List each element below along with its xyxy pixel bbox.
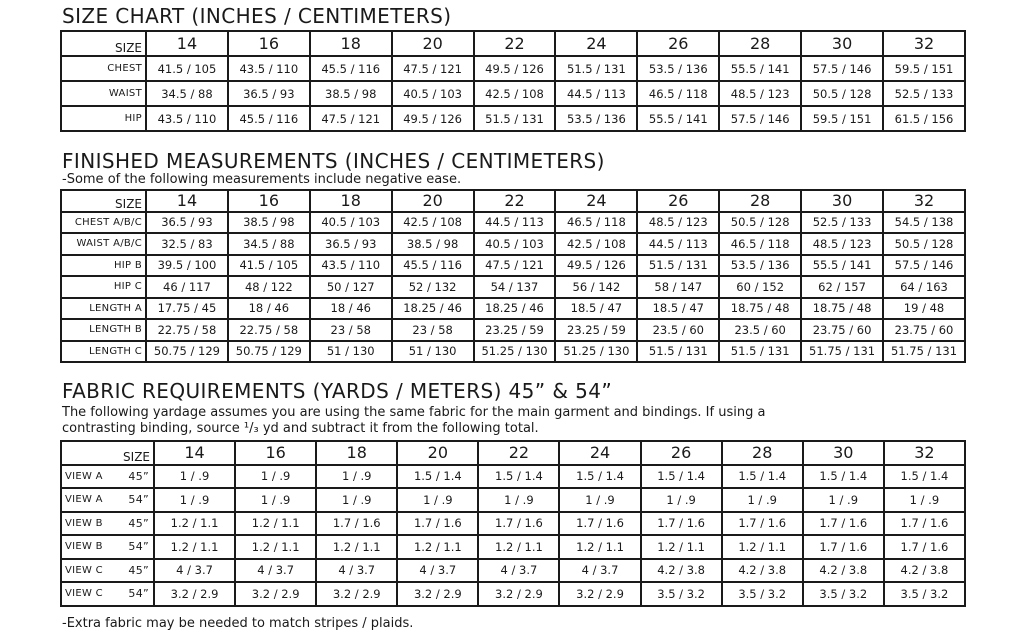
row-label: CHEST A/B/C — [61, 212, 146, 234]
finished-measurements-title: FINISHED MEASUREMENTS (INCHES / CENTIMETERS) — [62, 149, 605, 173]
table-cell: 50.5 / 128 — [719, 212, 801, 234]
view-label: VIEW C — [65, 588, 103, 600]
table-cell: 1.7 / 1.6 — [884, 512, 965, 536]
table-cell: 18.75 / 48 — [719, 298, 801, 320]
fabric-width-label: 45” — [128, 516, 149, 530]
table-cell: 51.5 / 131 — [637, 255, 719, 277]
size-header-cell: 30 — [801, 190, 883, 212]
table-cell: 1 / .9 — [154, 488, 235, 512]
table-cell: 4 / 3.7 — [235, 559, 316, 583]
table-cell: 59.5 / 151 — [883, 56, 965, 81]
size-header-cell: 24 — [559, 441, 640, 465]
table-cell: 59.5 / 151 — [801, 106, 883, 131]
table-cell: 1.5 / 1.4 — [641, 465, 722, 489]
table-cell: 1.7 / 1.6 — [803, 512, 884, 536]
size-header-cell: 22 — [474, 190, 556, 212]
table-cell: 55.5 / 141 — [637, 106, 719, 131]
view-label: VIEW B — [65, 541, 103, 553]
table-cell: 43.5 / 110 — [146, 106, 228, 131]
size-header-cell: 32 — [884, 441, 965, 465]
size-header-cell: 14 — [146, 190, 228, 212]
table-row — [61, 276, 965, 298]
table-cell: 64 / 163 — [883, 276, 965, 298]
table-row — [61, 255, 965, 277]
table-row — [61, 559, 965, 583]
fabric-width-label: 54” — [128, 587, 149, 601]
table-cell: 36.5 / 93 — [146, 212, 228, 234]
table-cell: 42.5 / 108 — [555, 233, 637, 255]
size-header-cell: 14 — [146, 31, 228, 56]
table-cell: 48.5 / 123 — [719, 81, 801, 106]
table-cell: 1.7 / 1.6 — [803, 535, 884, 559]
size-header-cell: 16 — [228, 31, 310, 56]
size-chart-title: SIZE CHART (INCHES / CENTIMETERS) — [62, 4, 452, 28]
table-cell: 3.5 / 3.2 — [884, 582, 965, 606]
table-cell: 55.5 / 141 — [719, 56, 801, 81]
size-header-cell: 28 — [719, 190, 801, 212]
table-cell: 23.25 / 59 — [474, 319, 556, 341]
table-cell: 53.5 / 136 — [719, 255, 801, 277]
row-label — [61, 559, 154, 583]
table-cell: 50.5 / 128 — [801, 81, 883, 106]
table-cell: 1.7 / 1.6 — [397, 512, 478, 536]
size-header-cell: 20 — [397, 441, 478, 465]
table-cell: 39.5 / 100 — [146, 255, 228, 277]
table-cell: 51.75 / 131 — [883, 341, 965, 363]
table-cell: 45.5 / 116 — [310, 56, 392, 81]
table-cell: 1.7 / 1.6 — [722, 512, 803, 536]
table-cell: 1 / .9 — [884, 488, 965, 512]
table-cell: 43.5 / 110 — [310, 255, 392, 277]
table-cell: 18.5 / 47 — [637, 298, 719, 320]
size-header-cell: 28 — [722, 441, 803, 465]
table-row — [61, 341, 965, 363]
row-label: WAIST — [61, 81, 146, 106]
table-cell: 22.75 / 58 — [146, 319, 228, 341]
table-cell: 1.2 / 1.1 — [397, 535, 478, 559]
view-label: VIEW C — [65, 564, 103, 576]
table-cell: 1.7 / 1.6 — [641, 512, 722, 536]
table-cell: 1.5 / 1.4 — [478, 465, 559, 489]
table-cell: 32.5 / 83 — [146, 233, 228, 255]
table-cell: 1 / .9 — [316, 488, 397, 512]
table-cell: 57.5 / 146 — [883, 255, 965, 277]
size-header-cell: 26 — [637, 31, 719, 56]
table-cell: 3.5 / 3.2 — [641, 582, 722, 606]
table-cell: 19 / 48 — [883, 298, 965, 320]
header-row — [61, 190, 965, 212]
table-cell: 41.5 / 105 — [146, 56, 228, 81]
table-row — [61, 56, 965, 81]
table-cell: 1.2 / 1.1 — [478, 535, 559, 559]
table-cell: 51.25 / 130 — [474, 341, 556, 363]
table-cell: 23.75 / 60 — [801, 319, 883, 341]
size-header-cell: 18 — [310, 190, 392, 212]
table-cell: 23.5 / 60 — [637, 319, 719, 341]
size-header-cell: 24 — [555, 190, 637, 212]
table-cell: 1.5 / 1.4 — [803, 465, 884, 489]
table-cell: 36.5 / 93 — [310, 233, 392, 255]
size-header-cell: 20 — [392, 190, 474, 212]
table-cell: 1.5 / 1.4 — [722, 465, 803, 489]
table-cell: 1 / .9 — [478, 488, 559, 512]
row-label: HIP C — [61, 276, 146, 298]
table-cell: 40.5 / 103 — [310, 212, 392, 234]
table-cell: 36.5 / 93 — [228, 81, 310, 106]
size-header-label: SIZE — [61, 441, 154, 465]
table-row — [61, 535, 965, 559]
row-label — [61, 512, 154, 536]
table-cell: 50.75 / 129 — [146, 341, 228, 363]
row-label: HIP B — [61, 255, 146, 277]
table-cell: 1.7 / 1.6 — [884, 535, 965, 559]
row-label — [61, 582, 154, 606]
table-cell: 51.5 / 131 — [719, 341, 801, 363]
table-cell: 57.5 / 146 — [801, 56, 883, 81]
table-cell: 1.5 / 1.4 — [397, 465, 478, 489]
table-cell: 3.5 / 3.2 — [722, 582, 803, 606]
table-cell: 49.5 / 126 — [555, 255, 637, 277]
size-header-cell: 18 — [310, 31, 392, 56]
table-cell: 56 / 142 — [555, 276, 637, 298]
table-cell: 49.5 / 126 — [474, 56, 556, 81]
fabric-requirements-note-line1: The following yardage assumes you are using the same fabric for the main garment and bindings. If using a — [62, 405, 766, 420]
table-cell: 48.5 / 123 — [637, 212, 719, 234]
table-cell: 18.5 / 47 — [555, 298, 637, 320]
table-cell: 3.2 / 2.9 — [559, 582, 640, 606]
row-label: WAIST A/B/C — [61, 233, 146, 255]
table-cell: 3.2 / 2.9 — [478, 582, 559, 606]
table-cell: 51.25 / 130 — [555, 341, 637, 363]
fabric-width-label: 45” — [128, 563, 149, 577]
table-cell: 44.5 / 113 — [637, 233, 719, 255]
table-cell: 42.5 / 108 — [474, 81, 556, 106]
fabric-requirements-note-line2: contrasting binding, source ¹/₃ yd and subtract it from the following total. — [62, 421, 539, 436]
table-cell: 23.75 / 60 — [883, 319, 965, 341]
table-cell: 54.5 / 138 — [883, 212, 965, 234]
table-cell: 1 / .9 — [235, 465, 316, 489]
table-cell: 55.5 / 141 — [801, 255, 883, 277]
table-cell: 1.2 / 1.1 — [235, 535, 316, 559]
fabric-width-label: 54” — [128, 493, 149, 507]
table-cell: 50.75 / 129 — [228, 341, 310, 363]
size-chart-table — [60, 30, 966, 132]
table-cell: 49.5 / 126 — [392, 106, 474, 131]
table-cell: 1 / .9 — [559, 488, 640, 512]
table-cell: 38.5 / 98 — [310, 81, 392, 106]
table-cell: 1.2 / 1.1 — [559, 535, 640, 559]
table-cell: 58 / 147 — [637, 276, 719, 298]
table-cell: 4 / 3.7 — [397, 559, 478, 583]
table-cell: 45.5 / 116 — [392, 255, 474, 277]
fabric-requirements-title: FABRIC REQUIREMENTS (YARDS / METERS) 45” & 54” — [62, 379, 613, 403]
table-cell: 1 / .9 — [722, 488, 803, 512]
table-cell: 51 / 130 — [392, 341, 474, 363]
table-cell: 47.5 / 121 — [392, 56, 474, 81]
table-cell: 38.5 / 98 — [392, 233, 474, 255]
table-cell: 1 / .9 — [154, 465, 235, 489]
table-cell: 4.2 / 3.8 — [803, 559, 884, 583]
table-cell: 4 / 3.7 — [478, 559, 559, 583]
table-cell: 46 / 117 — [146, 276, 228, 298]
table-cell: 23.5 / 60 — [719, 319, 801, 341]
table-cell: 1.2 / 1.1 — [316, 535, 397, 559]
size-header-cell: 30 — [803, 441, 884, 465]
table-cell: 1 / .9 — [641, 488, 722, 512]
table-row — [61, 106, 965, 131]
table-cell: 22.75 / 58 — [228, 319, 310, 341]
table-cell: 53.5 / 136 — [637, 56, 719, 81]
row-label: LENGTH A — [61, 298, 146, 320]
size-header-cell: 22 — [474, 31, 556, 56]
table-cell: 23 / 58 — [392, 319, 474, 341]
table-cell: 51.5 / 131 — [555, 56, 637, 81]
table-cell: 52.5 / 133 — [883, 81, 965, 106]
size-header-cell: 20 — [392, 31, 474, 56]
table-cell: 1.2 / 1.1 — [641, 535, 722, 559]
size-header-label: SIZE — [61, 190, 146, 212]
finished-measurements-table — [60, 189, 966, 363]
table-cell: 4 / 3.7 — [316, 559, 397, 583]
size-header-cell: 24 — [555, 31, 637, 56]
table-cell: 17.75 / 45 — [146, 298, 228, 320]
size-header-cell: 18 — [316, 441, 397, 465]
table-row — [61, 233, 965, 255]
table-cell: 34.5 / 88 — [146, 81, 228, 106]
view-label: VIEW A — [65, 470, 103, 482]
size-header-cell: 28 — [719, 31, 801, 56]
fabric-width-label: 54” — [128, 540, 149, 554]
row-label: CHEST — [61, 56, 146, 81]
table-row — [61, 212, 965, 234]
table-cell: 3.2 / 2.9 — [154, 582, 235, 606]
table-cell: 3.2 / 2.9 — [316, 582, 397, 606]
table-row — [61, 81, 965, 106]
table-cell: 40.5 / 103 — [392, 81, 474, 106]
fabric-width-label: 45” — [128, 469, 149, 483]
table-cell: 1 / .9 — [397, 488, 478, 512]
table-cell: 62 / 157 — [801, 276, 883, 298]
table-cell: 1.7 / 1.6 — [316, 512, 397, 536]
row-label: LENGTH B — [61, 319, 146, 341]
table-cell: 42.5 / 108 — [392, 212, 474, 234]
table-cell: 40.5 / 103 — [474, 233, 556, 255]
size-header-cell: 22 — [478, 441, 559, 465]
table-cell: 57.5 / 146 — [719, 106, 801, 131]
table-row — [61, 488, 965, 512]
finished-measurements-note: -Some of the following measurements include negative ease. — [62, 172, 462, 187]
table-cell: 3.2 / 2.9 — [397, 582, 478, 606]
table-cell: 1 / .9 — [316, 465, 397, 489]
table-cell: 4 / 3.7 — [154, 559, 235, 583]
table-cell: 18.25 / 46 — [392, 298, 474, 320]
row-label — [61, 488, 154, 512]
table-cell: 1.2 / 1.1 — [154, 512, 235, 536]
view-label: VIEW B — [65, 517, 103, 529]
table-cell: 4.2 / 3.8 — [641, 559, 722, 583]
table-cell: 18 / 46 — [310, 298, 392, 320]
table-cell: 43.5 / 110 — [228, 56, 310, 81]
table-cell: 3.5 / 3.2 — [803, 582, 884, 606]
table-cell: 47.5 / 121 — [310, 106, 392, 131]
table-cell: 50 / 127 — [310, 276, 392, 298]
table-cell: 1 / .9 — [803, 488, 884, 512]
table-cell: 50.5 / 128 — [883, 233, 965, 255]
header-row — [61, 441, 965, 465]
table-cell: 1.7 / 1.6 — [478, 512, 559, 536]
table-cell: 4.2 / 3.8 — [722, 559, 803, 583]
table-cell: 34.5 / 88 — [228, 233, 310, 255]
table-cell: 1.5 / 1.4 — [884, 465, 965, 489]
table-row — [61, 582, 965, 606]
table-cell: 18.25 / 46 — [474, 298, 556, 320]
table-cell: 46.5 / 118 — [555, 212, 637, 234]
size-header-cell: 26 — [641, 441, 722, 465]
table-cell: 18.75 / 48 — [801, 298, 883, 320]
size-header-label: SIZE — [61, 31, 146, 56]
table-cell: 47.5 / 121 — [474, 255, 556, 277]
view-label: VIEW A — [65, 494, 103, 506]
size-header-cell: 32 — [883, 190, 965, 212]
table-cell: 1.5 / 1.4 — [559, 465, 640, 489]
header-row — [61, 31, 965, 56]
table-cell: 1.2 / 1.1 — [722, 535, 803, 559]
table-cell: 52.5 / 133 — [801, 212, 883, 234]
table-cell: 41.5 / 105 — [228, 255, 310, 277]
table-cell: 51 / 130 — [310, 341, 392, 363]
table-cell: 52 / 132 — [392, 276, 474, 298]
row-label — [61, 465, 154, 489]
table-cell: 46.5 / 118 — [637, 81, 719, 106]
table-cell: 1.2 / 1.1 — [235, 512, 316, 536]
table-cell: 18 / 46 — [228, 298, 310, 320]
table-cell: 38.5 / 98 — [228, 212, 310, 234]
table-cell: 1 / .9 — [235, 488, 316, 512]
table-row — [61, 298, 965, 320]
size-header-cell: 32 — [883, 31, 965, 56]
size-header-cell: 26 — [637, 190, 719, 212]
table-cell: 23.25 / 59 — [555, 319, 637, 341]
row-label: LENGTH C — [61, 341, 146, 363]
size-header-cell: 14 — [154, 441, 235, 465]
table-row — [61, 465, 965, 489]
table-cell: 44.5 / 113 — [474, 212, 556, 234]
table-cell: 48 / 122 — [228, 276, 310, 298]
table-cell: 4.2 / 3.8 — [884, 559, 965, 583]
table-cell: 54 / 137 — [474, 276, 556, 298]
table-cell: 51.5 / 131 — [474, 106, 556, 131]
table-cell: 1.2 / 1.1 — [154, 535, 235, 559]
table-cell: 45.5 / 116 — [228, 106, 310, 131]
table-cell: 60 / 152 — [719, 276, 801, 298]
table-cell: 23 / 58 — [310, 319, 392, 341]
row-label — [61, 535, 154, 559]
table-cell: 44.5 / 113 — [555, 81, 637, 106]
size-header-cell: 30 — [801, 31, 883, 56]
size-header-cell: 16 — [235, 441, 316, 465]
table-cell: 61.5 / 156 — [883, 106, 965, 131]
table-cell: 46.5 / 118 — [719, 233, 801, 255]
table-cell: 48.5 / 123 — [801, 233, 883, 255]
fabric-requirements-table — [60, 440, 966, 607]
table-row — [61, 512, 965, 536]
table-row — [61, 319, 965, 341]
table-cell: 1.7 / 1.6 — [559, 512, 640, 536]
table-cell: 4 / 3.7 — [559, 559, 640, 583]
table-cell: 51.5 / 131 — [637, 341, 719, 363]
size-header-cell: 16 — [228, 190, 310, 212]
table-cell: 51.75 / 131 — [801, 341, 883, 363]
fabric-requirements-footer: -Extra fabric may be needed to match stripes / plaids. — [62, 616, 414, 631]
table-cell: 53.5 / 136 — [555, 106, 637, 131]
table-cell: 3.2 / 2.9 — [235, 582, 316, 606]
row-label: HIP — [61, 106, 146, 131]
